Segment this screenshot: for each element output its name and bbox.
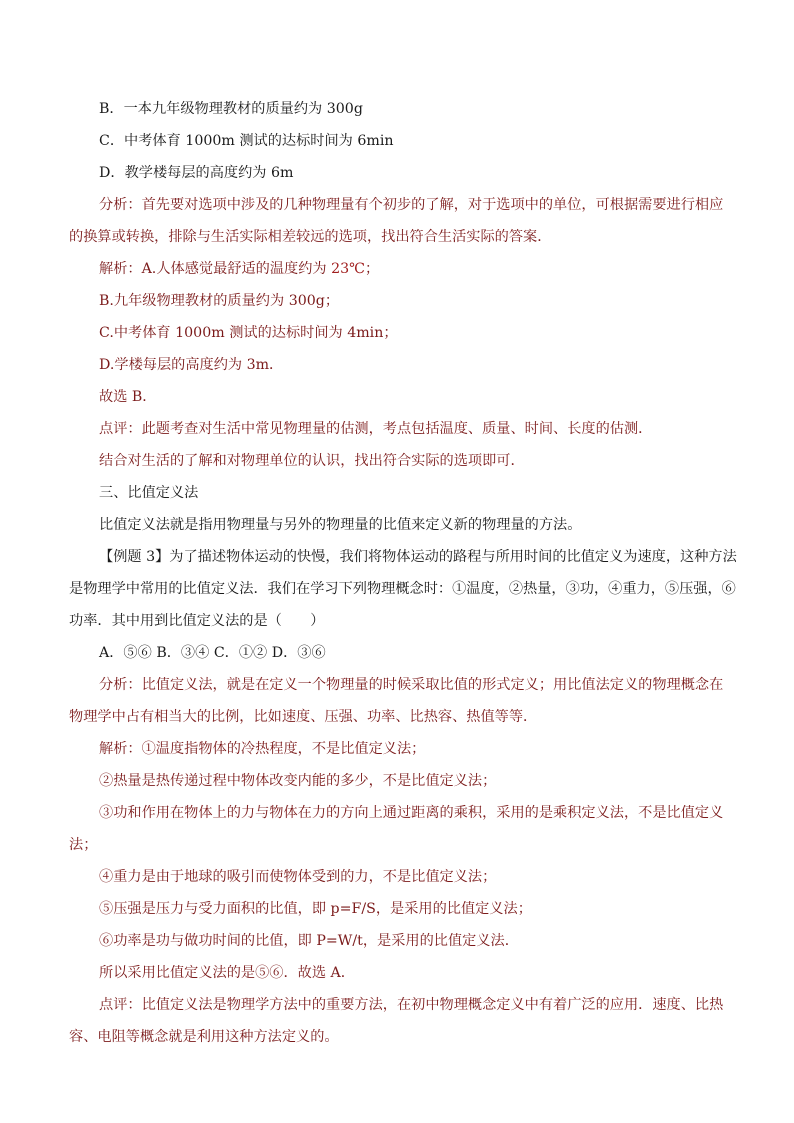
example-line-cont: 是物理学中常用的比值定义法．我们在学习下列物理概念时：①温度，②热量，③功，④重力，⑤压强，⑥ [69, 581, 736, 597]
solution2-line: 解析：①温度指物体的冷热程度，不是比值定义法； [99, 741, 426, 757]
solution2-line-3-cont: 法； [69, 837, 98, 853]
example-options: A．⑤⑥ B．③④ C．①② D．③⑥ [99, 645, 326, 661]
answer-line: 故选 B． [99, 389, 157, 405]
analysis-line: 分析：首先要对选项中涉及的几种物理量有个初步的了解，对于选项中的单位，可根据需要进行相应 [99, 197, 724, 213]
option-d: D．教学楼每层的高度约为 6m [99, 165, 294, 181]
solution2-line-2: ②热量是热传递过程中物体改变内能的多少，不是比值定义法； [99, 773, 497, 789]
solution-suffix: ； [365, 261, 380, 277]
comment2-line: 点评：比值定义法是物理学方法中的重要方法，在初中物理概念定义中有着广泛的应用．速度、比热 [99, 997, 724, 1013]
example-line: 【例题 3】为了描述物体运动的快慢，我们将物体运动的路程与所用时间的比值定义为速度，这种方法 [99, 549, 737, 565]
solution-value: 23℃ [331, 261, 366, 277]
analysis-line-cont: 的换算或转换，排除与生活实际相差较远的选项，找出符合生活实际的答案． [69, 229, 552, 245]
solution2-line-5: ⑤压强是压力与受力面积的比值，即 p=F/S，是采用的比值定义法； [99, 901, 532, 917]
solution2-line-4: ④重力是由于地球的吸引而使物体受到的力，不是比值定义法； [99, 869, 497, 885]
comment-line: 点评：此题考查对生活中常见物理量的估测，考点包括温度、质量、时间、长度的估测． [99, 421, 653, 437]
section-definition: 比值定义法就是指用物理量与另外的物理量的比值来定义新的物理量的方法。 [99, 517, 582, 533]
comment2-line-cont: 容、电阻等概念就是利用这种方法定义的。 [69, 1029, 339, 1045]
option-b: B．一本九年级物理教材的质量约为 300g [99, 101, 363, 117]
answer2-line: 所以采用比值定义法的是⑤⑥．故选 A． [99, 965, 355, 981]
solution2-line-3: ③功和作用在物体上的力与物体在力的方向上通过距离的乘积，采用的是乘积定义法，不是比值定义 [99, 805, 724, 821]
analysis2-line: 分析：比值定义法，就是在定义一个物理量的时候采取比值的形式定义；用比值法定义的物理概念在 [99, 677, 724, 693]
solution-line-b: B.九年级物理教材的质量约为 300g； [99, 293, 340, 309]
solution-prefix: 解析：A.人体感觉最舒适的温度约为 [99, 261, 332, 277]
solution-line-c: C.中考体育 1000m 测试的达标时间为 4min； [99, 325, 398, 341]
solution-line [99, 259, 379, 279]
analysis2-line-cont: 物理学中占有相当大的比例，比如速度、压强、功率、比热容、热值等等． [69, 709, 538, 725]
option-c: C．中考体育 1000m 测试的达标时间为 6min [99, 133, 394, 149]
comment-line-cont: 结合对生活的了解和对物理单位的认识，找出符合实际的选项即可． [99, 453, 525, 469]
example-line-cont2: 功率．其中用到比值定义法的是（ ） [69, 613, 325, 629]
solution-line-d: D.学楼每层的高度约为 3m． [99, 357, 284, 373]
section-heading: 三、比值定义法 [99, 485, 199, 501]
solution2-line-6: ⑥功率是功与做功时间的比值，即 P=W/t，是采用的比值定义法． [99, 933, 519, 949]
